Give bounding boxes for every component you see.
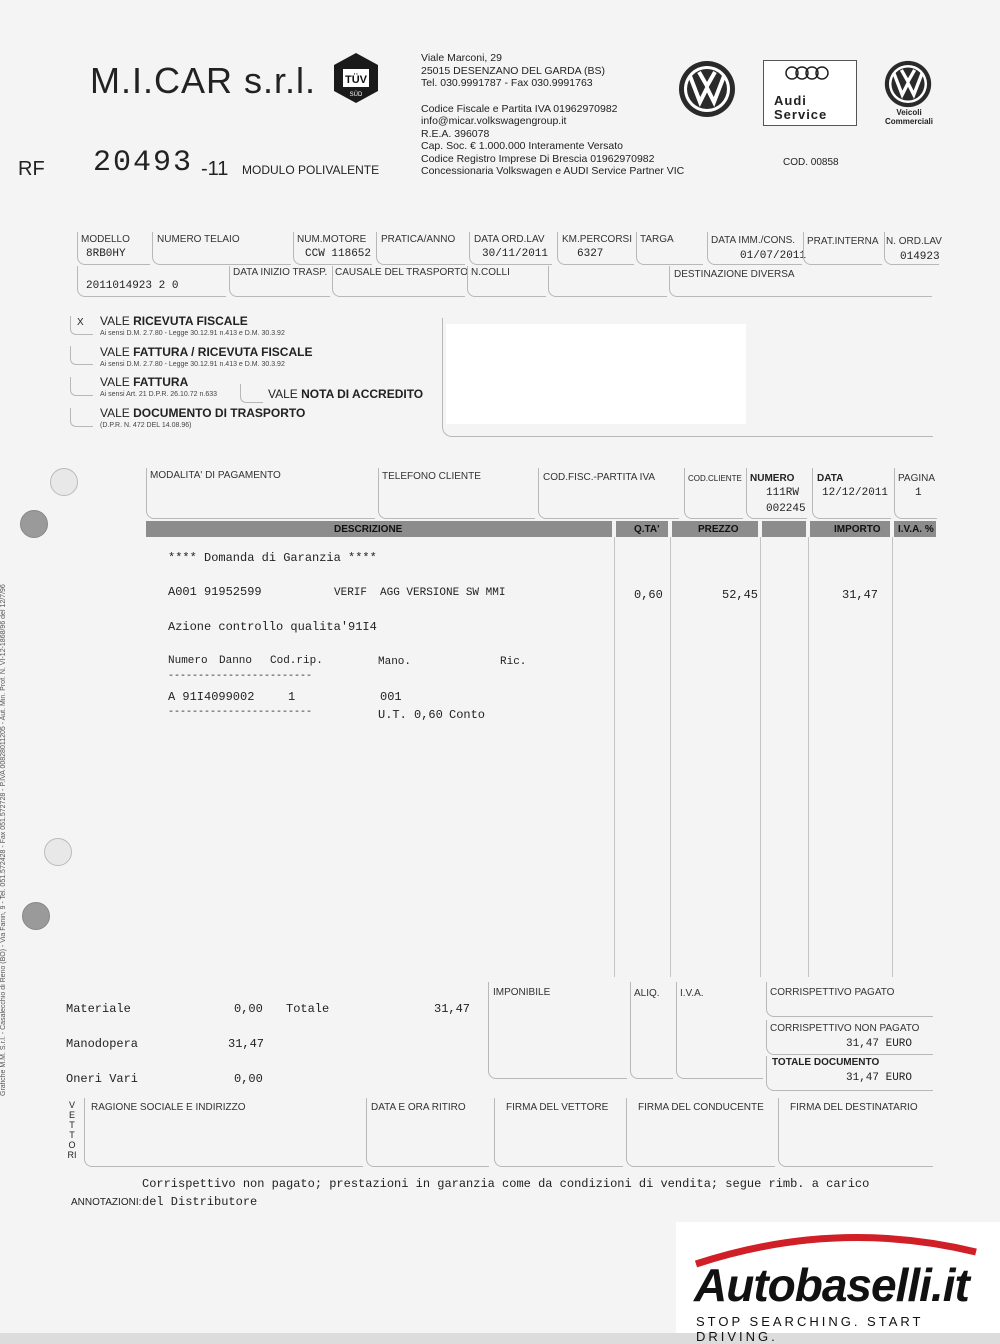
capital-line: Cap. Soc. € 1.000.000 Interamente Versato [421,140,623,152]
company-address-block [421,52,684,178]
manodopera-label: Manodopera [66,1037,139,1051]
blank-box [548,266,667,297]
col-separator [808,537,809,977]
item-prezzo: 52,45 [722,588,759,602]
side-printer-text: Grafiche M.M. S.r.l. - Casalecchio di Reno (BO) - Via Fanin, 9 - Tel. 051.572428 - Fax 051.572728 - P.IVA 00828011205 - Aut. Min. Prof. N. VI-12-1868/96 del 12/7/96 [0,584,7,1096]
item-verif: VERIF [334,587,368,599]
data-imm-label: DATA IMM./CONS. [711,235,796,246]
checkbox-fattura-ricevuta[interactable] [70,346,93,365]
vw-commercial-text-1: Veicoli [896,108,922,117]
dealer-line: Concessionaria Volkswagen e AUDI Service Partner VIC [421,165,685,177]
col-separator [614,537,615,977]
checkbox-fattura[interactable] [70,377,93,396]
redacted-customer-area [446,324,746,424]
motore-label: NUM.MOTORE [297,234,367,245]
watermark-brand: Autobaselli.it [694,1259,969,1311]
materiale-label: Materiale [66,1002,131,1016]
notes-label: ANNOTAZIONI: [71,1197,142,1208]
item-qta: 0,60 [634,588,663,602]
manodopera-value: 31,47 [228,1037,265,1051]
type-ddt-label: VALE DOCUMENTO DI TRASPORTO [100,406,306,420]
blank-header-bar [762,521,806,537]
tax-line: Codice Fiscale e Partita IVA 01962970982 [421,102,618,115]
iva-label: I.V.A. [680,988,704,999]
non-pagato-value: 31,47 EURO [846,1038,913,1050]
address-line-2: 25015 DESENZANO DEL GARDA (BS) [421,64,606,77]
vw-commercial-caption [876,108,942,126]
codfisc-label: COD.FISC.-PARTITA IVA [543,472,656,483]
numero-value-2: 002245 [766,503,806,515]
type-fattura-note: Ai sensi Art. 21 D.P.R. 26.10.72 n.633 [100,391,218,398]
prezzo-header: PREZZO [698,524,739,535]
repair-ut: U.T. 0,60 [378,708,443,722]
repair-numero: A 91I4099002 [168,690,255,704]
data-inizio-label: DATA INIZIO TRASP. [233,267,328,278]
totale-value: 31,47 [434,1002,471,1016]
iva-header: I.V.A. % [898,524,934,535]
qta-header: Q.TA' [634,524,660,535]
vw-commercial-logo [884,60,932,108]
document-number: 20493 [93,146,194,180]
km-label: KM.PERCORSI [562,234,633,245]
telaio-label: NUMERO TELAIO [157,234,240,245]
dash-line-2: ------------------------ [168,707,313,718]
riga2-value: 2011014923 2 0 [86,280,179,292]
type-ricevuta-note: Ai sensi D.M. 2.7.80 - Legge 30.12.91 n.413 e D.M. 30.3.92 [100,330,285,337]
descrizione-header: DESCRIZIONE [334,524,403,535]
data-imm-value: 01/07/2011 [740,250,807,262]
pagina-label: PAGINA [898,473,936,484]
pagato-label: CORRISPETTIVO PAGATO [770,987,895,998]
notes-line-2: del Distributore [142,1195,258,1209]
binder-hole [20,510,48,538]
document-suffix: -11 [201,158,229,180]
modello-label: MODELLO [81,234,130,245]
subheader-numero: Numero [168,655,208,667]
phone-line: Tel. 030.9991787 - Fax 030.9991763 [421,77,593,89]
modello-value: 8RB0HY [86,248,126,260]
totale-label: Totale [286,1002,330,1016]
firma-conducente-label: FIRMA DEL CONDUCENTE [638,1102,764,1113]
n-ord-label: N. ORD.LAV [886,236,942,247]
dash-line-1: ------------------------ [168,671,313,682]
motore-value: CCW 118652 [305,248,372,260]
type-fattura-ricevuta-note: Ai sensi D.M. 2.7.80 - Legge 30.12.91 n.413 e D.M. 30.3.92 [100,361,285,368]
rea-line: R.E.A. 396078 [421,127,490,140]
address-line-1: Viale Marconi, 29 [421,52,502,64]
type-ddt-note: (D.P.R. N. 472 DEL 14.08.96) [100,422,192,429]
audi-service-logo [763,60,857,126]
destinazione-label: DESTINAZIONE DIVERSA [674,269,795,280]
vettori-label: VETTORI [67,1100,77,1160]
targa-label: TARGA [640,234,674,245]
colli-label: N.COLLI [471,267,510,278]
causale-label: CAUSALE DEL TRASPORTO [335,267,469,278]
non-pagato-label: CORRISPETTIVO NON PAGATO [770,1023,920,1034]
subheader-ric: Ric. [500,656,527,668]
tuv-logo [330,52,382,104]
audi-rings-icon [764,61,856,85]
vw-commercial-text-2: Commerciali [884,117,934,126]
col-separator [760,537,761,977]
imponibile-label: IMPONIBILE [493,987,551,998]
type-nota-accredito-label: VALE NOTA DI ACCREDITO [268,387,424,401]
subheader-danno: Danno [219,655,253,667]
binder-hole [50,468,78,496]
col-separator [670,537,671,977]
totale-documento-label: TOTALE DOCUMENTO [772,1057,880,1068]
km-value: 6327 [577,248,604,260]
tuv-bottom-text: SÜD [349,92,363,98]
modalita-label: MODALITA' DI PAGAMENTO [150,470,281,481]
checkbox-ddt[interactable] [70,408,93,427]
checkbox-nota-accredito[interactable] [240,384,263,403]
company-name: M.I.CAR s.r.l. [90,60,317,101]
totale-documento-value: 31,47 EURO [846,1072,913,1084]
codcliente-label: COD.CLIENTE [688,474,742,483]
pratica-label: PRATICA/ANNO [381,234,456,245]
type-ricevuta-label: VALE RICEVUTA FISCALE [100,314,248,328]
type-fattura-label: VALE FATTURA [100,375,189,389]
dealer-code: COD. 00858 [783,157,839,168]
watermark-area [676,1222,1000,1344]
rf-label: RF [18,158,45,180]
checkbox-x-mark: X [77,317,84,328]
importo-header: IMPORTO [834,524,881,535]
numero-label: NUMERO [750,473,795,484]
audi-text-1: Audi [774,93,807,108]
repair-conto: Conto [449,708,486,722]
data-ord-value: 30/11/2011 [482,248,549,260]
numero-value-1: 111RW [766,487,800,499]
data-value: 12/12/2011 [822,487,889,499]
aliq-label: ALIQ. [634,988,660,999]
telefono-label: TELEFONO CLIENTE [382,471,481,482]
tuv-top-text: TÜV [345,74,367,86]
data-ord-label: DATA ORD.LAV [474,234,545,245]
item-description: AGG VERSIONE SW MMI [380,587,506,599]
repair-codrip: 1 [288,690,296,704]
prat-int-label: PRAT.INTERNA [807,236,879,247]
item-code: A001 91952599 [168,585,262,599]
data-ora-label: DATA E ORA RITIRO [371,1102,466,1113]
data-label: DATA [817,473,844,484]
firma-vettore-label: FIRMA DEL VETTORE [506,1102,609,1113]
materiale-value: 0,00 [234,1002,263,1016]
n-ord-value: 014923 [900,251,940,263]
watermark-tagline: STOP SEARCHING. START DRIVING. [696,1314,924,1344]
audi-text-2: Service [774,107,828,122]
registry-line: Codice Registro Imprese Di Brescia 01962970982 [421,152,655,165]
repair-mano: 001 [380,690,402,704]
item-azione: Azione controllo qualita'91I4 [168,620,377,634]
binder-hole [22,902,50,930]
pagina-value: 1 [915,487,922,499]
oneri-value: 0,00 [234,1072,263,1086]
subheader-codrip: Cod.rip. [270,655,323,667]
oneri-label: Oneri Vari [66,1072,139,1086]
vw-logo [678,60,736,118]
form-type: MODULO POLIVALENTE [242,163,380,177]
ragione-label: RAGIONE SOCIALE E INDIRIZZO [91,1102,246,1113]
email-line: info@micar.volkswagengroup.it [421,115,567,127]
item-importo: 31,47 [842,588,879,602]
item-title: **** Domanda di Garanzia **** [168,551,377,565]
type-fattura-ricevuta-label: VALE FATTURA / RICEVUTA FISCALE [100,345,313,359]
firma-destinatario-label: FIRMA DEL DESTINATARIO [790,1102,918,1113]
col-separator [892,537,893,977]
subheader-mano: Mano. [378,656,412,668]
notes-line-1: Corrispettivo non pagato; prestazioni in garanzia come da condizioni di vendita; segue rimb. a carico [142,1177,870,1191]
binder-hole [44,838,72,866]
